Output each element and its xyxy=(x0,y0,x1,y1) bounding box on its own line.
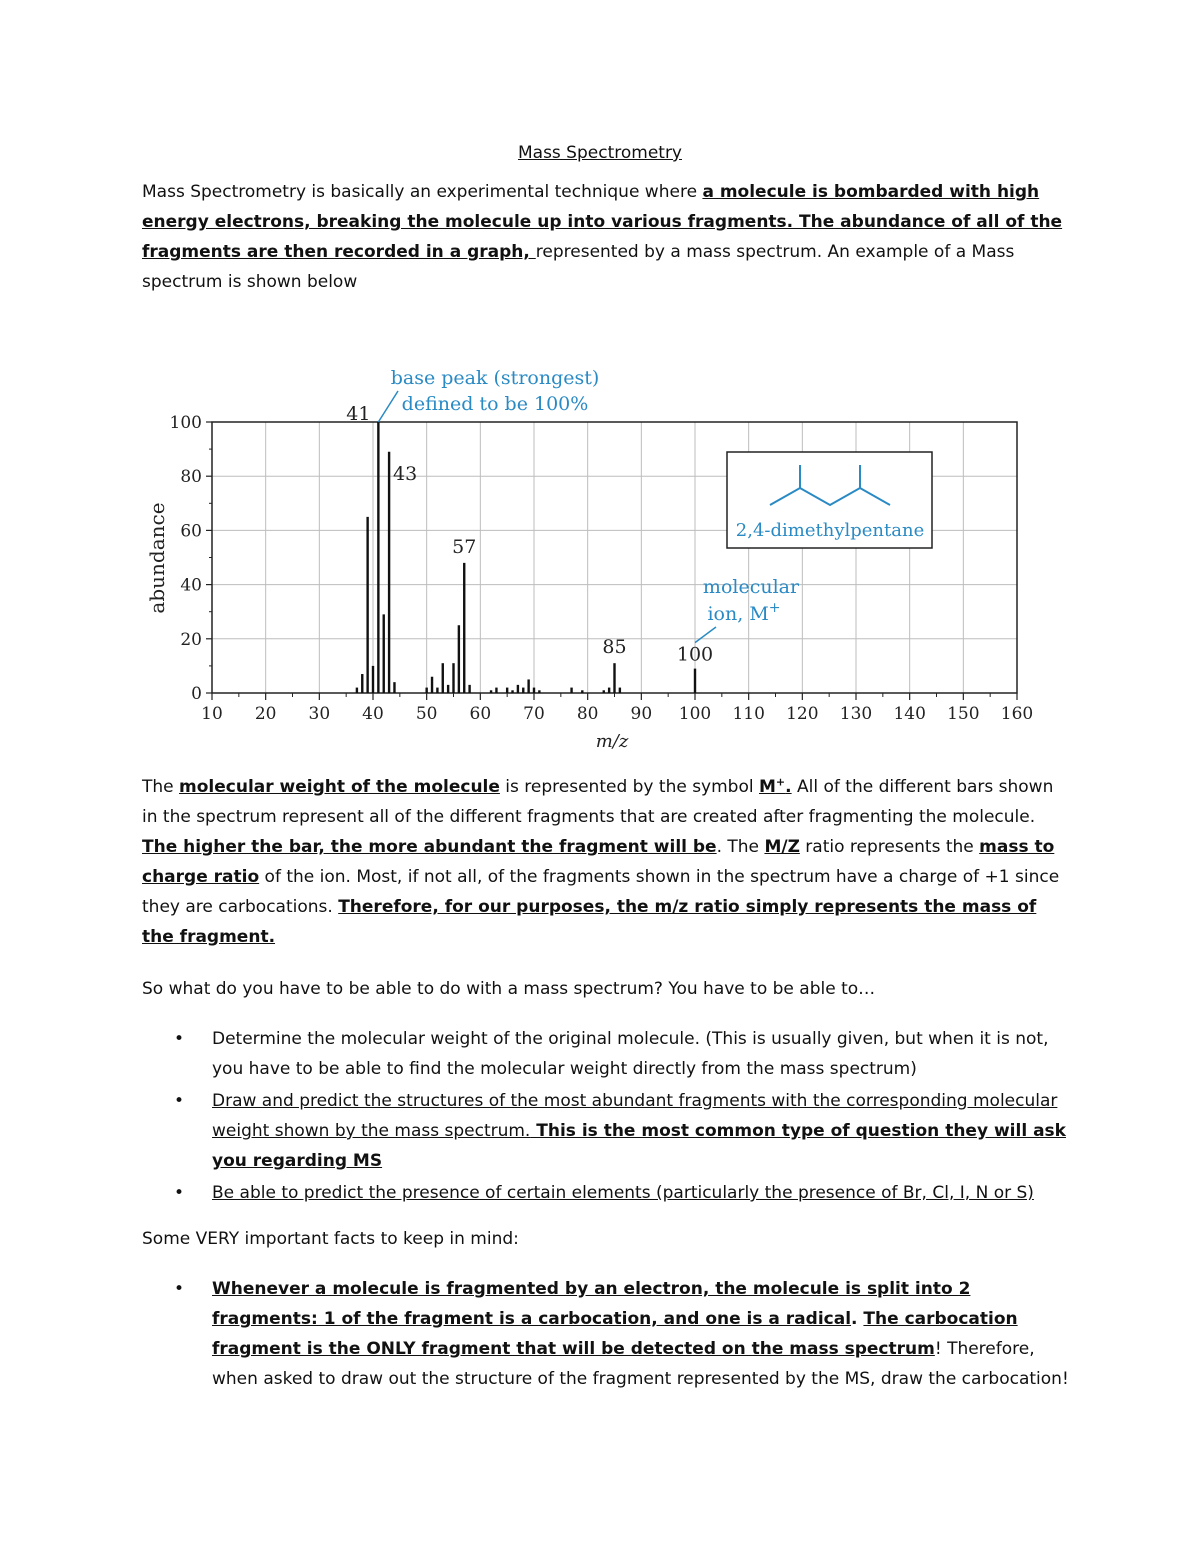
p2-m-period: . xyxy=(785,777,792,797)
peak-label: 57 xyxy=(452,535,477,558)
molecular-ion-annotation-line1: molecular xyxy=(702,576,800,598)
x-tick-label: 80 xyxy=(576,704,599,724)
intro-text-3: represented by a mass spectrum. An example of a Mass spectrum is shown below xyxy=(142,242,1015,292)
y-tick-label: 40 xyxy=(180,575,202,596)
list-item xyxy=(142,1178,1072,1208)
x-tick-label: 20 xyxy=(254,704,277,724)
bullet-icon: • xyxy=(174,1279,185,1299)
peak-label: 43 xyxy=(393,462,418,485)
fact-1-period: . xyxy=(851,1309,864,1329)
skills-list xyxy=(142,1024,1072,1210)
intro-text-1: Mass Spectrometry is basically an experimental technique where xyxy=(142,182,703,202)
p2-m-plus xyxy=(759,777,792,797)
facts-heading: Some VERY important facts to keep in mind: xyxy=(142,1229,519,1249)
p2-higher-bar: The higher the bar, the more abundant the fragment will be xyxy=(142,837,717,857)
x-tick-label: 110 xyxy=(732,704,765,724)
molecular-ion-sup: + xyxy=(768,600,781,616)
base-peak-leader-line xyxy=(378,391,398,422)
question-paragraph: So what do you have to be able to do with a mass spectrum? You have to be able to… xyxy=(142,979,876,999)
y-tick-label: 100 xyxy=(169,413,202,433)
p2-m-sup: + xyxy=(775,775,786,789)
y-tick-label: 80 xyxy=(180,467,202,488)
x-tick-label: 160 xyxy=(1000,704,1034,724)
x-axis-label: m/z xyxy=(595,731,629,752)
x-tick-label: 50 xyxy=(415,704,438,724)
compound-name: 2,4-dimethylpentane xyxy=(735,520,925,541)
x-tick-label: 100 xyxy=(678,704,712,724)
list-item xyxy=(142,1086,1072,1176)
intro-paragraph xyxy=(142,177,1067,297)
x-tick-label: 70 xyxy=(523,704,545,724)
molecular-ion-leader-line xyxy=(695,627,716,643)
facts-list xyxy=(142,1274,1072,1396)
fact-1-split: Whenever a molecule is fragmented by an electron, the molecule is split into 2 fragments: 1 of the fragment is a carbocation, and one is a radical xyxy=(212,1279,971,1329)
p2-text-7: . The xyxy=(716,837,765,857)
molecular-ion-annotation-line2 xyxy=(707,600,780,625)
bullet-icon: • xyxy=(174,1183,185,1203)
skill-2-emphasis: This is the most common type of question they will ask you regarding MS xyxy=(212,1121,1066,1171)
p2-text-11: of the ion. Most, if not all, of the fragments shown in the spectrum have a charge of +1 since they are carbocations. xyxy=(142,867,1060,917)
peak-labels xyxy=(346,403,713,666)
p2-text-9: ratio represents the xyxy=(799,837,980,857)
page-title: Mass Spectrometry xyxy=(517,143,682,163)
p2-m: M xyxy=(759,777,776,797)
y-tick-label: 60 xyxy=(180,521,202,542)
bullet-icon: • xyxy=(174,1091,185,1111)
x-tick-label: 40 xyxy=(362,704,384,724)
x-tick-label: 60 xyxy=(469,704,492,724)
peak-label: 100 xyxy=(676,643,714,666)
p2-mz: M/Z xyxy=(764,837,800,857)
p2-therefore: Therefore, for our purposes, the m/z ratio simply represents the mass of the fragment. xyxy=(142,897,1037,947)
x-tick-label: 90 xyxy=(630,704,653,724)
list-item xyxy=(142,1024,1072,1084)
peak-label: 85 xyxy=(602,636,627,659)
base-peak-annotation-line1: base peak (strongest) xyxy=(390,367,600,389)
skill-3-text: Be able to predict the presence of certain elements (particularly the presence of Br, Cl, I, N or S) xyxy=(212,1183,1034,1203)
x-tick-label: 120 xyxy=(786,704,819,724)
x-tick-label: 150 xyxy=(947,704,980,724)
x-tick-label: 140 xyxy=(893,704,926,724)
y-tick-label: 20 xyxy=(180,629,202,650)
mass-spectrum-chart xyxy=(130,355,1050,765)
intro-emphasis: a molecule is bombarded with high energy electrons, breaking the molecule up into various fragments. The abundance of all of the fragments are then recorded in a graph, xyxy=(142,182,1063,262)
y-tick-label: 0 xyxy=(191,684,202,704)
base-peak-annotation-line2: defined to be 100% xyxy=(401,393,589,415)
skill-2-text: Draw and predict the structures of the most abundant fragments with the corresponding molecular weight shown by the mass spectrum. xyxy=(212,1091,1058,1141)
p2-text-3: is represented by the symbol xyxy=(499,777,759,797)
list-item xyxy=(142,1274,1072,1394)
p2-molecular-weight: molecular weight of the molecule xyxy=(179,777,500,797)
p2-mass-to-charge: mass to charge ratio xyxy=(142,837,1055,887)
p2-text-5: All of the different bars shown in the spectrum represent all of the different fragments that are created after fragmenting the molecule. xyxy=(142,777,1054,827)
fact-1-only: The carbocation fragment is the ONLY fragment that will be detected on the mass spectrum xyxy=(212,1309,1018,1359)
skill-1-text: Determine the molecular weight of the original molecule. (This is usually given, but when it is not, you have to be able to find the molecular weight directly from the mass spectrum) xyxy=(212,1029,1049,1079)
peak-label: 41 xyxy=(346,403,371,425)
x-tick-label: 10 xyxy=(201,704,223,724)
x-tick-label: 130 xyxy=(839,704,873,724)
fact-1-tail: ! Therefore, when asked to draw out the structure of the fragment represented by the MS, draw the carbocation! xyxy=(212,1339,1069,1389)
bullet-icon: • xyxy=(174,1029,185,1049)
x-tick-label: 30 xyxy=(308,704,331,724)
molecular-ion-text: ion, M xyxy=(707,603,769,625)
y-axis-label: abundance xyxy=(145,502,169,614)
p2-text-1: The xyxy=(142,777,180,797)
molecular-weight-paragraph xyxy=(142,772,1067,952)
